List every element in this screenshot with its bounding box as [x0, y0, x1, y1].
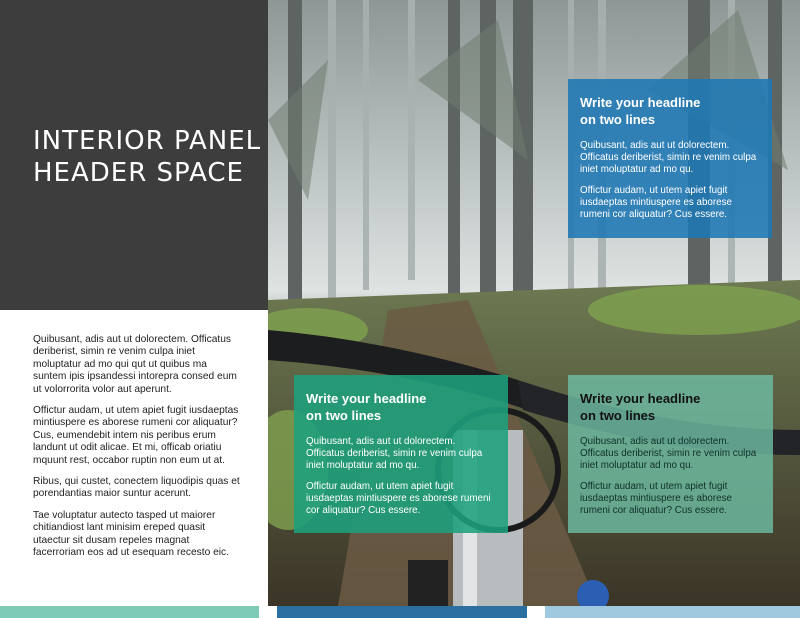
body-paragraph: Ribus, qui custet, conectem liquodipis quas et porendantias maior suntur acerunt. — [33, 476, 240, 500]
box-headline — [580, 94, 760, 128]
panel-title-line1: INTERIOR PANEL — [33, 126, 262, 156]
footer-stripe-mint — [0, 606, 259, 618]
box-headline-line1: Write your headline — [306, 391, 427, 406]
info-box-green — [294, 375, 508, 533]
footer-stripe-light-blue — [545, 606, 800, 618]
box-headline-line2: on two lines — [580, 408, 656, 423]
box-paragraph: Offictur audam, ut utem apiet fugit iusdaeptas mintiuspere es aborese rumeni cor aliquatur? Cus essere. — [580, 481, 732, 516]
box-paragraph: Quibusant, adis aut ut dolorectem. Officatus deriberist, simin re venim culpa iniet moluptatur ad mo qu. — [306, 436, 483, 471]
box-headline — [306, 390, 496, 424]
body-text — [33, 334, 243, 569]
box-headline-line1: Write your headline — [580, 95, 701, 110]
info-box-mint — [568, 375, 773, 533]
body-paragraph: Offictur audam, ut utem apiet fugit iusdaeptas mintiuspere es aborese rumeni cor aliquatur? Cus, eumendebit intem nis peribus erum landunt ut odit alicae. Et mi, officab oriatiu mquunt rest, occabor ruptin non eum ut at. — [33, 405, 239, 466]
panel-title-line2: HEADER SPACE — [33, 158, 244, 188]
box-paragraph: Quibusant, adis aut ut dolorectem. Officatus deriberist, simin re venim culpa iniet moluptatur ad mo qu. — [580, 140, 757, 175]
box-paragraph: Quibusant, adis aut ut dolorectem. Officatus deriberist, simin re venim culpa iniet moluptatur ad mo qu. — [580, 436, 757, 471]
footer-stripe-blue — [277, 606, 527, 618]
header-panel — [0, 0, 268, 310]
box-headline-line2: on two lines — [580, 112, 656, 127]
body-paragraph: Tae voluptatur autecto tasped ut maiorer chitiandiost lant minisim ereped quasit utaectur sit dusam repeles magnat facerroriam eos ad ut esequam recesto eic. — [33, 509, 229, 559]
box-paragraph: Offictur audam, ut utem apiet fugit iusdaeptas mintiuspere es aborese rumeni cor aliquatur? Cus essere. — [580, 185, 732, 220]
box-headline-line2: on two lines — [306, 408, 382, 423]
box-headline — [580, 390, 761, 424]
info-box-blue — [568, 79, 772, 238]
box-headline-line1: Write your headline — [580, 391, 701, 406]
body-paragraph: Quibusant, adis aut ut dolorectem. Officatus deriberist, simin re venim culpa iniet moluptatur ad mo qui qut ut quibus ma suntem ipis ipsandessi intorepra consed eum ut volorrorita volor aut aperunt. — [33, 334, 237, 395]
box-paragraph: Offictur audam, ut utem apiet fugit iusdaeptas mintiuspere es aborese rumeni cor aliquatur? Cus essere. — [306, 481, 491, 516]
panel-title — [33, 125, 261, 189]
